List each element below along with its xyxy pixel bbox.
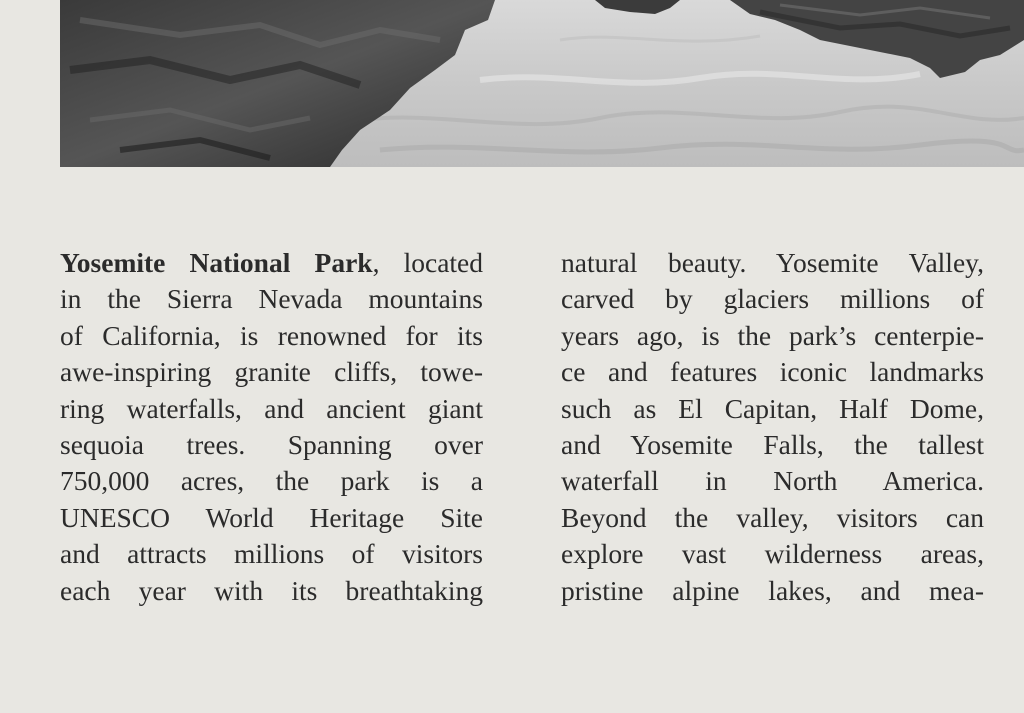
article-column-right: [561, 245, 984, 609]
text-line: in the Sierra Nevada mountains: [60, 283, 483, 315]
text-line: such as El Capitan, Half Dome,: [561, 392, 984, 424]
text-line: and attracts millions of visitors: [60, 538, 483, 570]
text-line: pristine alpine lakes, and mea-: [561, 574, 984, 606]
text-line: UNESCO World Heritage Site: [60, 501, 483, 533]
text-line: of California, is renowned for its: [60, 319, 483, 351]
text-line: ce and features iconic landmarks: [561, 356, 984, 388]
park-name: Yosemite National Park: [60, 247, 373, 278]
text-line: Yosemite National Park, located: [60, 247, 483, 278]
text-line: 750,000 acres, the park is a: [60, 465, 483, 497]
text-line: each year with its breathtaking: [60, 574, 483, 606]
text-line: ring waterfalls, and ancient giant: [60, 392, 483, 424]
text-line: waterfall in North America.: [561, 465, 984, 497]
text-line: and Yosemite Falls, the tallest: [561, 428, 984, 460]
text-line: explore vast wilderness areas,: [561, 538, 984, 570]
text-line: years ago, is the park’s centerpie-: [561, 319, 984, 351]
text-line: carved by glaciers millions of: [561, 283, 984, 315]
text-line: awe-inspiring granite cliffs, towe-: [60, 356, 483, 388]
header-photo: [60, 0, 1024, 167]
text-line: natural beauty. Yosemite Valley,: [561, 247, 984, 278]
text-line: sequoia trees. Spanning over: [60, 428, 483, 460]
article-column-left: [60, 245, 483, 609]
text-line: Beyond the valley, visitors can: [561, 501, 984, 533]
